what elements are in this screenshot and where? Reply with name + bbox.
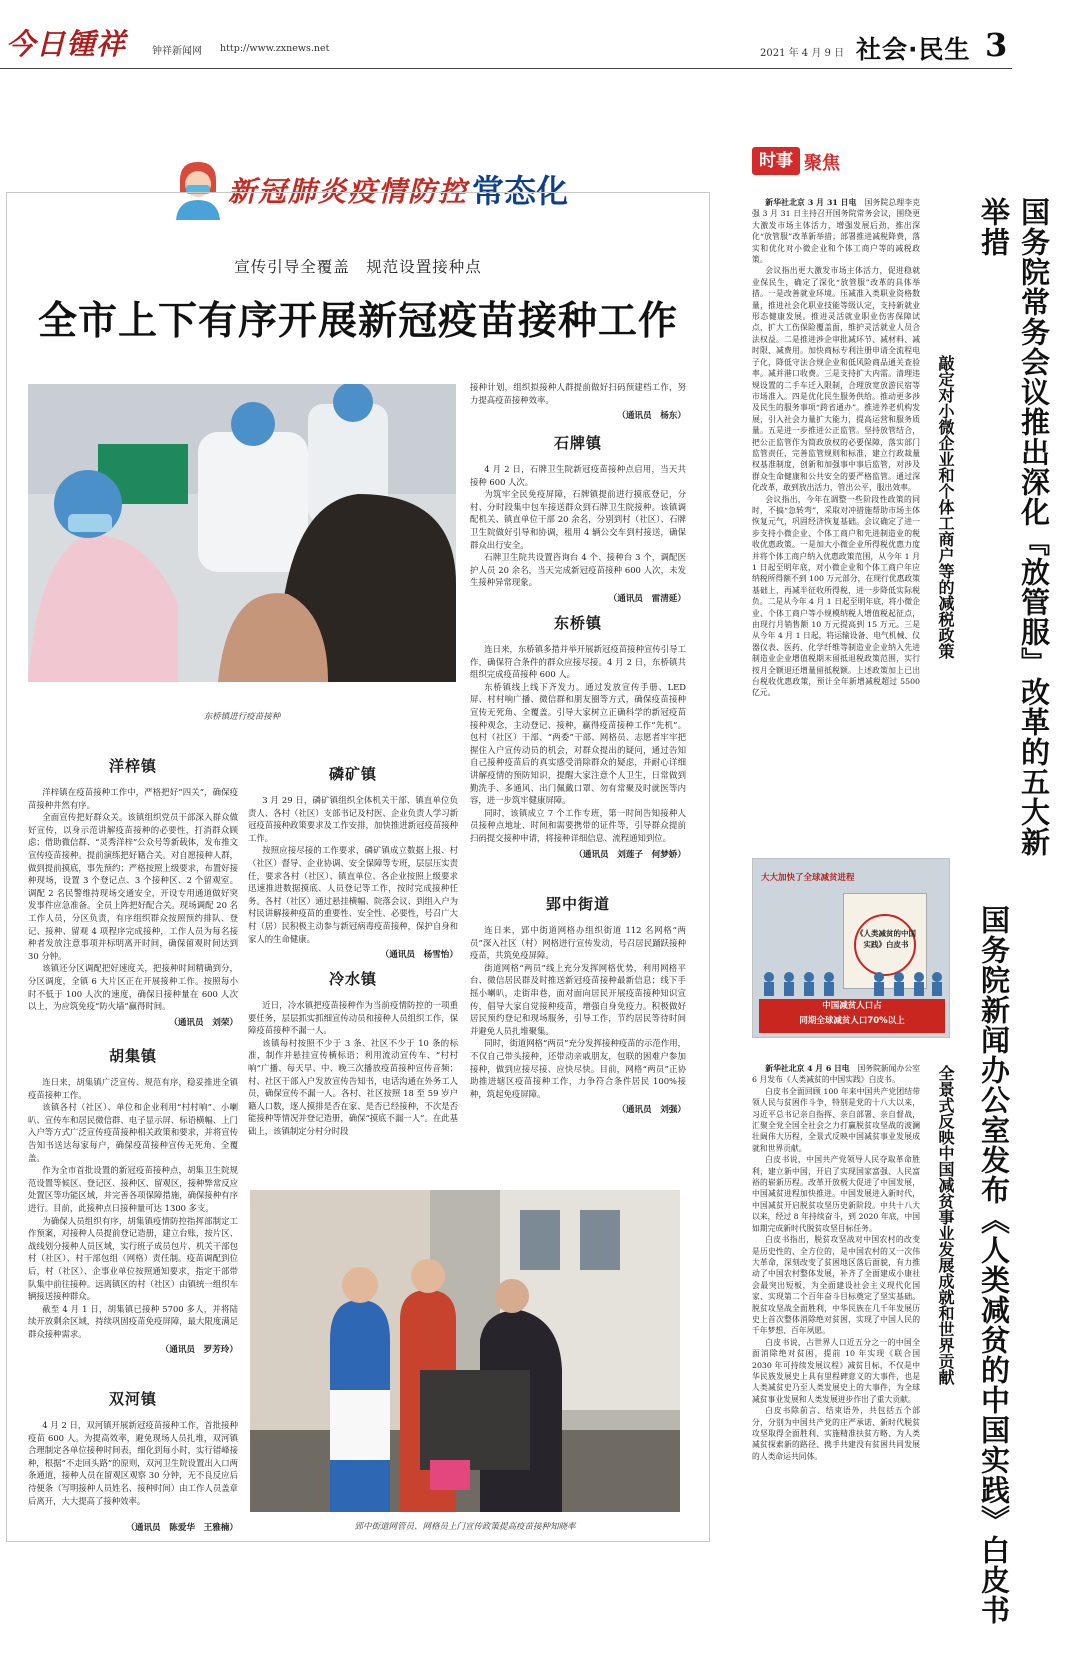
article-shipai-title: 石牌镇 [553,434,602,452]
article-linkuang [248,763,458,960]
article-yingzhong [470,893,686,1115]
article-top-right-p1: 接种计划，组织拟接种人群提前做好扫码预建档工作，努力提高疫苗接种效率。 [470,382,686,405]
photo-scene-2 [250,1190,680,1512]
vertical-headline-1: 国务院常务会议推出深化『放管服』改革的五大新举措 [977,197,1051,857]
crowd-figures [759,969,945,999]
masthead-site-name: 钟祥新闻网 [152,46,202,57]
article-shuanghe-title: 双河镇 [108,1390,157,1408]
masthead [0,0,1078,70]
article-top-right-byline: （通讯员 杨东） [617,411,686,422]
article-hujia-p2: 该镇各村（社区）、单位和企业利用“村村响”、小喇叭、宣传车和居民微信群、电子显示屏、标语横幅、上门入户等方式广泛宣传疫苗接种相关政策和要求，并将宣传告知书送达每家每户，确保疫苗接种宣传无死角、全覆盖。 [28,1102,238,1163]
article-yingzhong-p1: 连日来，郢中街道网格办组织街道 112 名网格“两员”深入社区（村）网格进行宣传发动，号召居民踊跃接种疫苗，共筑免疫屏障。 [470,925,686,961]
masthead-logo: 今日锺祥 [6,27,127,61]
sidebar-story2-p4: 白皮书指出，脱贫攻坚战对中国农村的改变是历史性的、全方位的，是中国农村的又一次伟大革命，深刻改变了贫困地区落后面貌，有力推动了中国农村整体发展，补齐了全面建成小康社会最突出短板，为全面建设社会主义现代化国家、实现第二个百年奋斗目标奠定了坚实基础。脱贫攻坚战全面胜利，中华民族在几千年发展历史上首次整体消除绝对贫困，实现了中国人民的千年梦想、百年夙愿。 [752,1235,920,1336]
book-stat-2: 同期全球减贫人口70%以上 [799,1016,905,1026]
sidebar-story-1 [752,197,920,699]
article-lengshui-p2: 该镇每村按照不少于 3 条、社区不少于 10 条的标准，制作并悬挂宣传横标语；利用流动宣传车、“村村响”广播、每天早、中、晚三次播放疫苗接种宣传音频；村、社区干部入户发放宣传告知书，电话沟通在外务工人员，确保宣传不漏一人。各村、社区按照 18 至 59 岁户籍人口数，逐人摸排是否在家、是否已经接种，不次是否能接种等情况并登记造册，确保“摸底不漏一人”。在此基础上，该镇制定分村分时段 [248,1037,458,1136]
sidebar-story1-p1-text: 国务院总理李克强 3 月 31 日主持召开国务院常务会议，围绕更大激发市场主体活力，增强发展后劲，推出深化“放管服”改革新举措；部署推进减税降费，落实和优化对小微企业和个体工商户等的减税政策。 [752,198,921,265]
vaccination-photo-dongqiao [28,384,456,682]
banner-title-suffix: 常态化 [472,172,569,210]
article-dongqiao-p3: 同时，该镇成立 7 个工作专班，第一时间告知接种人员接种点地址、时间和需要携带的证件等，引导群众提前扫码提交接种申请，将接种详细信息、流程通知到位。 [470,807,686,843]
photo-scene [28,384,456,682]
book-stat-box [759,999,945,1033]
banner-title-prefix: 新冠肺炎疫情防控 [228,175,469,208]
photo2-caption: 郢中街道网管员、网格员上门宣传政策提高疫苗接种知晓率 [354,1522,576,1532]
article-linkuang-byline: （通讯员 杨雪怡） [380,950,458,961]
article-linkuang-p1: 3 月 29 日，磷矿镇组织全体机关干部、镇直单位负责人、各村（社区）支部书记及村医、企业负责人学习新冠疫苗接种政策要求及工作安排，加快推进新冠疫苗接种工作。 [248,795,458,843]
article-shipai-p2: 为筑牢全民免疫屏障，石牌镇提前进行摸底登记，分村、分时段集中包车接送群众到石牌卫生院接种。该镇调配机关、镇直单位干部 20 余名，分别到村（社区）、石牌卫生院做好引导和协调，租用 4 辆公交车到村接送，确保群众出行安全。 [470,489,686,550]
book-stat-1: 中国减贫人口占 [822,1001,882,1011]
main-headline: 全市上下有序开展新冠疫苗接种工作 [37,299,678,344]
sidebar-story1-p3: 会议指出，今年在调整一些阶段性政策的同时，不搞“急转弯”，采取对冲措施帮助市场主体恢复元气，巩固经济恢复基础。会议确定了进一步支持小微企业、个体工商户和先进制造业的税收优惠政策。一是加大小微企业所得税优惠力度并将个体工商户纳入优惠政策范围，从今年 1 月 1 日起至明年底，对小微企业和个体工商户年应纳税所得额不到 100 万元部分，在现行优惠政策基础上，再减半征收所得税，进一步降低实际税负。二是从今年 4 月 1 日起至明年底，将小微企业、个体工商户等小规模纳税人增值税起征点，由现行月销售额 10 万元提高到 15 万元。三是从今年 4 月 1 日起，将运输设备、电气机械、仪器仪表、医药、化学纤维等制造业企业纳入先进制造业企业增值税期末留抵退税政策范围，实行按月全额退还增量留抵税额。上述政策加上已出台税收优惠政策，预计全年新增减税超过 5500 亿元。 [752,494,920,698]
article-linkuang-p2: 按照应接尽接的工作要求，磷矿镇成立数据上报、村（社区）督导、企业协调、安全保障等专班，层层压实责任，要求各村（社区）、镇直单位、各企业按照上级要求迅速推进数据摸底、人员登记等工作，按时完成接种任务。各村（社区）通过悬挂横幅、院落会议、到组入户为村民讲解接种疫苗的重要性、安全性、必要性，号召广大村（居）民积极主动参与新冠病毒疫苗接种，保护自身和家人的生命健康。 [248,845,458,944]
sidebar-story2-p3: 白皮书说，中国共产党领导人民夺取革命胜利，建立新中国，开启了实现国家富强、人民富裕的崭新历程。改革开放极大促进了中国发展，中国减贫进程加快推进。中国发展进入新时代，中国减贫开启脱贫攻坚历史新阶段。中共十八大以来，经过 8 年持续奋斗，到 2020 年底，中国如期完成新时代脱贫攻坚目标任务。 [752,1155,920,1233]
article-shipai-p1: 4 月 2 日，石牌卫生院新冠疫苗接种点启用，当天共接种 600 人次。 [470,464,686,487]
article-hujia [28,1045,238,1355]
book-cover-title: 《人类减贫的中国实践》白皮书 [856,929,916,949]
article-lengshui [248,968,458,1138]
sidebar-story2-p2: 白皮书全面回顾 100 年来中国共产党团结带领人民与贫困作斗争，特别是党的十八大以来，习近平总书记亲自指挥、亲自部署、亲自督战，汇聚全党全国全社会之力打赢脱贫攻坚战的波澜壮阔伟大历程，全景式反映中国减贫事业发展成就和世界贡献。 [752,1086,920,1153]
article-hujia-byline: （通讯员 罗芳玲） [160,1345,238,1356]
article-hujia-p4: 为确保人员组织有序，胡集镇疫情防控指挥部制定工作预案，对接种人员提前登记造册，建立台账，按片区、战线划分接种人员区域，实行班子成员包片、机关干部包村（社区）、村干部包组（网格）责任制。疫苗调配到位后，村（社区）、企事业单位按照通知要求，指定干部带队集中前往接种。远离镇区的村（社区）由镇统一组织车辆接送接种群众。 [28,1215,238,1302]
white-paper-illustration [752,858,950,1038]
article-dongqiao-byline: （通讯员 刘莲子 何梦娇） [574,849,686,860]
article-yingzhong-p3: 同时，街道网格“两员”充分发挥接种疫苗的示范作用，不仅自己带头接种，还带动亲戚朋友，包联的困难户参加接种，做到应接尽接、应快尽快。目前，网格“两员”正协助推进辖区疫苗接种工作，力争符合条件居民 100%接种，筑起免疫屏障。 [470,1038,686,1099]
article-lengshui-title: 冷水镇 [328,970,377,988]
book-banner: 大大加快了全球减贫进程 [761,873,855,883]
sidebar-column-label [752,147,852,177]
masthead-section: 社会·民生 [856,35,971,64]
column-label-a: 时事 [752,147,800,175]
sidebar-story2-p5: 白皮书说，占世界人口近五分之一的中国全面消除绝对贫困，提前 10 年实现《联合国 2030 年可持续发展议程》减贫目标，不仅是中华民族发展史上具有里程碑意义的大事件，也是人类减贫史乃至人类发展史上的大事件，为全球减贫事业发展和人类发展进步作出了重大贡献。 [752,1337,920,1404]
vertical-subtitle-2: 全景式反映中国减贫事业发展成就和世界贡献 [936,1065,955,1385]
sidebar-story2-p6: 白皮书除前言、结束语外，共包括五个部分，分别为中国共产党的庄严承诺、新时代脱贫攻坚取得全面胜利、实施精准扶贫方略、为人类减贫探索新的路径、携手共建没有贫困共同发展的人类命运共同体。 [752,1406,920,1461]
sidebar-story2-p1-text: 国务院新闻办公室 6 月发布《人类减贫的中国实践》白皮书。 [752,1064,920,1085]
article-hujia-p1: 连日来，胡集镇广泛宣传、规范有序，稳妥推进全镇疫苗接种工作。 [28,1077,238,1100]
article-yingzhong-p2: 街道网格“两员”线上充分发挥网格优势，利用网格平台、微信居民群及时推送新冠疫苗接种最新信息；线下手摇小喇叭，走街串巷，面对面向居民开展疫苗接种知识宣传，倡导大家自觉接种疫苗，增强自身免疫力。积极做好居民预约登记和现场服务，引导工作，节约居民等待时间并避免人员扎堆聚集。 [470,962,686,1036]
sidebar-story1-p2: 会议指出更大激发市场主体活力，促进稳就业保民生，确定了深化“放管服”改革的具体举措。一是改善就业环境。压减准入类职业资格数量，推进社会化职业技能等级认定，支持新就业形态健康发展。推进灵活就业职业伤害保障试点，扩大工伤保险覆盖面，维护灵活就业人员合法权益。二是推进涉企审批减环节、减材料、减时限、减费用。加快商标专利注册申请全流程电子化，降低守法合规企业和低风险商品通关查验率。减并港口收费。三是支持扩大内需。清理违规设置的二手车迁入限制，合理放宽放游民宿等市场准入。四是优化民生服务供给。推动更多涉及民生的服务事项“跨省通办”。推进养老机构发展，引入社会力量扩大能力，提高运营和服务质量。五是进一步推进公正监管。坚持放管结合，把公正监管作为简政放权的必要保障，落实部门监管责任，完善监管规则和标准，建立行政裁量权基准制度，创新和加强事中事后监管，对涉及群众生命健康和公共安全的要严格监管。通过深化改革，敢到放出活力，管出公平，服出效率。 [752,266,920,493]
article-dongqiao-p1: 连日来，东桥镇多措并举开展新冠疫苗接种宣传引导工作，确保符合条件的群众应接尽接。4 月 2 日，东桥镇共组织完成疫苗接种 600 人。 [470,644,686,680]
article-shuanghe [28,1388,238,1533]
sidebar-story2-p1 [752,1063,920,1086]
sidebar-story2-dateline: 新华社北京 4 月 6 日电 [765,1064,850,1073]
article-top-right [470,381,686,421]
article-hujia-p3: 作为全市首批设置的新冠疫苗接种点，胡集卫生院规范设置等候区、登记区、接种区、留观区，接种弊常反应处置区等功能区域，并完善各项保障措施，确保接种有序进行。目前，此接种点日接种量可达 1300 多支。 [28,1165,238,1213]
vertical-headline-2: 国务院新闻办公室发布《人类减贫的中国实践》白皮书 [977,905,1011,1625]
article-hujia-title: 胡集镇 [108,1047,157,1065]
article-shipai [470,432,686,604]
article-yangtan-p2: 全面宣传把好群众关。该镇组织党员干部深入群众做好宣传，以身示范讲解疫苗接种的必要性，打消群众顾虑；借助微信群、“灵秀洋梓”公众号等新载体，发布推文宣传疫苗接种。提前演练把好籍合关。对自愿接种人群，做到提前摸底，事先预约；严格按照上级要求，布置好接种现场，设置 3 个登记点、3 个接种区、2 个留观室。调配 2 名民警维持现场交通安全，开设专用通道做好突发事件应急准备。全员上阵把好配合关。现场调配 20 名工作人员，分区负责，有序组织群众按照预约排队、登记、接种、留观 4 项程序完成接种，工作人员为每名接种者发放注意事项并标明离开时间，确保留观时间达到 30 分钟。 [28,812,238,961]
article-shuanghe-p1: 4 月 2 日，双河镇开展新冠疫苗接种工作，首批接种疫苗 600 人。为提高效率，避免现场人员扎堆，双河镇合理制定各单位接种时间表，细化到每小时，实行错峰接种，根据“不走回头路”的原则，双河卫生院设置出入口两条通道，接种人员在留观区观察 30 分钟，无不良反应后待便条（写明接种人员姓名、接种时间）由工作人员盖章后离开，大大提高了接种效率。 [28,1420,238,1506]
article-lengshui-p1: 近日，冷水镇把疫苗接种作为当前疫情防控的一项重要任务，层层抓实抓细宣传动员和接种人员组织工作，保障疫苗接种不漏一人。 [248,1000,458,1036]
article-yangtan [28,755,238,1028]
column-label-b: 聚焦 [804,153,840,174]
article-dongqiao-p2: 东桥镇线上线下齐发力。通过发放宣传手册、LED 屏、村村响广播、微信群和朋友圈等方式，确保疫苗接种宣传无死角、全覆盖。引导大家树立正确科学的新冠疫苗接种观念，主动登记、接种，赢得疫苗接种工作“先机”。包村（社区）干部、“两委”干部、网格员、志愿者牢牢把握住入户宣传动员的机会，对群众提出的疑问，通过告知自己接种疫苗后的真实感受消除群众的疑虑，并耐心详细讲解疫情的预防知识，提醒大家注意个人卫生，日常做到勤洗手、多通风、出门佩戴口罩、勿有常聚及时就医等内容，进一步筑牢健康屏障。 [470,681,686,806]
sidebar-story1-p1 [752,197,920,265]
article-hujia-p5: 截至 4 月 1 日，胡集镇已接种 5700 多人，并将陆续开放剩余区域，持续巩固疫苗免疫屏障，最大限度满足群众接种需求。 [28,1303,238,1339]
article-yangtan-p3: 该镇还分区调配把好速度关，把接种时间精确到分，分区调度，全镇 6 大片区正在开展接种工作。按照每小时不低于 100 人次的速度，确保日接种量在 600 人次以上，为应筑免疫“防火墙”赢得时间。 [28,963,238,1012]
article-yingzhong-title: 郢中街道 [545,895,610,913]
article-linkuang-title: 磷矿镇 [328,765,377,783]
masthead-url: http://www.zxnews.net [220,43,330,54]
article-yangtan-title: 洋梓镇 [108,757,157,775]
article-yingzhong-byline: （通讯员 刘强） [617,1105,686,1116]
article-shipai-byline: （通讯员 雷清延） [608,593,686,604]
article-yangtan-byline: （通讯员 刘荣） [169,1017,238,1028]
photo1-caption: 东桥镇进行疫苗接种 [203,712,281,722]
article-dongqiao-title: 东桥镇 [553,614,602,632]
article-shuanghe-byline: （通讯员 陈爱华 王雅楠） [126,1523,238,1534]
article-shipai-p3: 石牌卫生院共设置咨询台 4 个、接种台 3 个，调配医护人员 20 余名，当天完成新冠疫苗接种 600 人次，未发生接种异常现象。 [470,552,686,588]
vaccination-photo-yingzhong [250,1190,680,1512]
masthead-date: 2021 年 4 月 9 日 [760,48,845,59]
masthead-rule [0,68,1012,69]
masthead-page-number: 3 [985,26,1008,64]
vertical-subtitle-1: 敲定对小微企业和个体工商户等的减税政策 [936,355,955,659]
main-subtitle: 宣传引导全覆盖 规范设置接种点 [234,258,482,276]
article-yangtan-p1: 洋梓镇在疫苗接种工作中，严格把好“四关”，确保疫苗接种井然有序。 [28,787,238,810]
sidebar-story-2 [752,1063,920,1462]
sidebar-story1-dateline: 新华社北京 3 月 31 日电 [765,198,857,207]
article-dongqiao [470,612,686,860]
